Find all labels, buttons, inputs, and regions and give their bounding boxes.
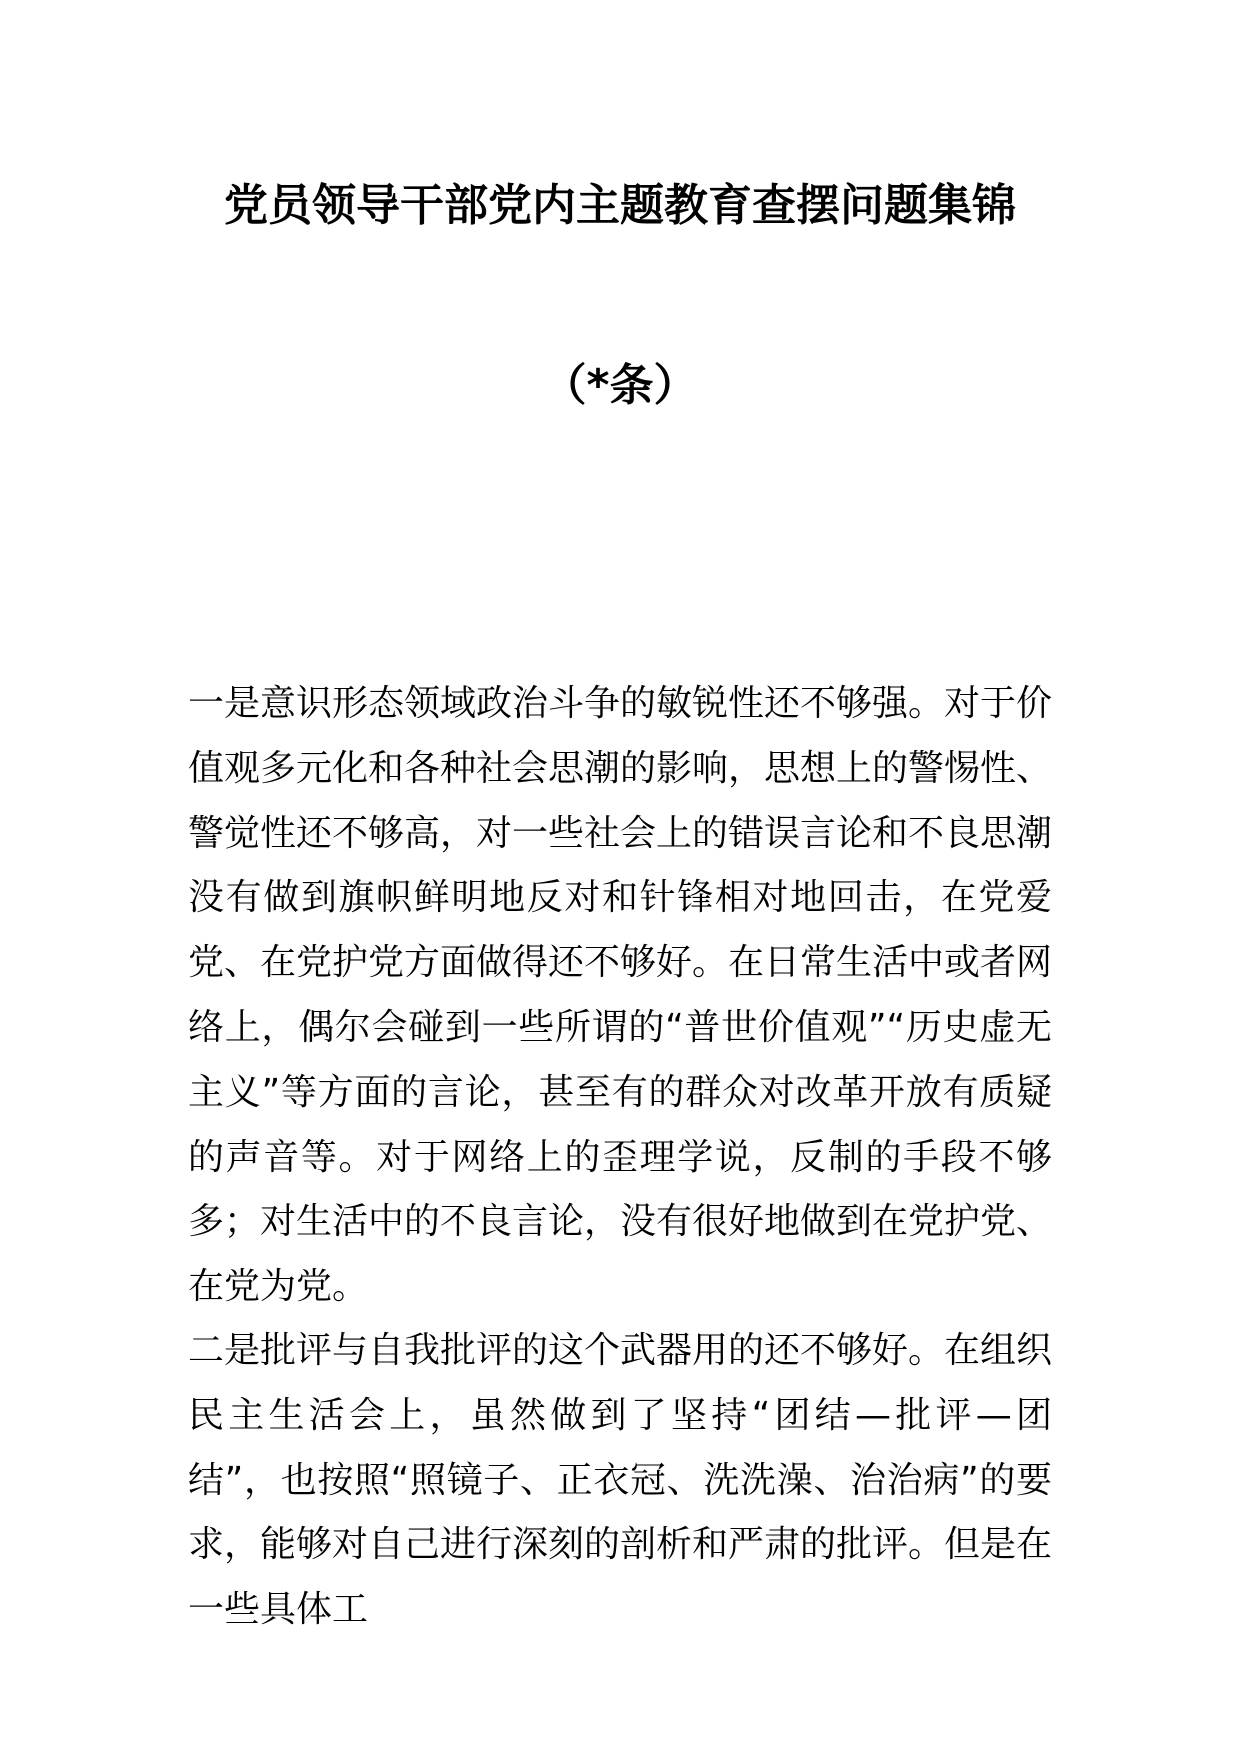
document-title: 党员领导干部党内主题教育查摆问题集锦 xyxy=(224,180,1016,231)
paragraph-1: 一是意识形态领域政治斗争的敏锐性还不够强。对于价值观多元化和各种社会思潮的影响，思想上的警惕性、警觉性还不够高，对一些社会上的错误言论和不良思潮没有做到旗帜鲜明地反对和针锋相对地回击，在党爱党、在党护党方面做得还不够好。在日常生活中或者网络上，偶尔会碰到一些所谓的“普世价值观”“历史虚无主义”等方面的言论，甚至有的群众对改革开放有质疑的声音等。对于网络上的歪理学说，反制的手段不够多；对生活中的不良言论，没有很好地做到在党护党、在党为党。 xyxy=(188,683,1053,1308)
paragraph-2: 二是批评与自我批评的这个武器用的还不够好。在组织民主生活会上，虽然做到了坚持“团结—批评—团结”，也按照“照镜子、正衣冠、洗洗澡、治治病”的要求，能够对自己进行深刻的剖析和严肃的批评。但是在一些具体工 xyxy=(188,1330,1053,1631)
document-subtitle: （*条） xyxy=(542,360,698,411)
